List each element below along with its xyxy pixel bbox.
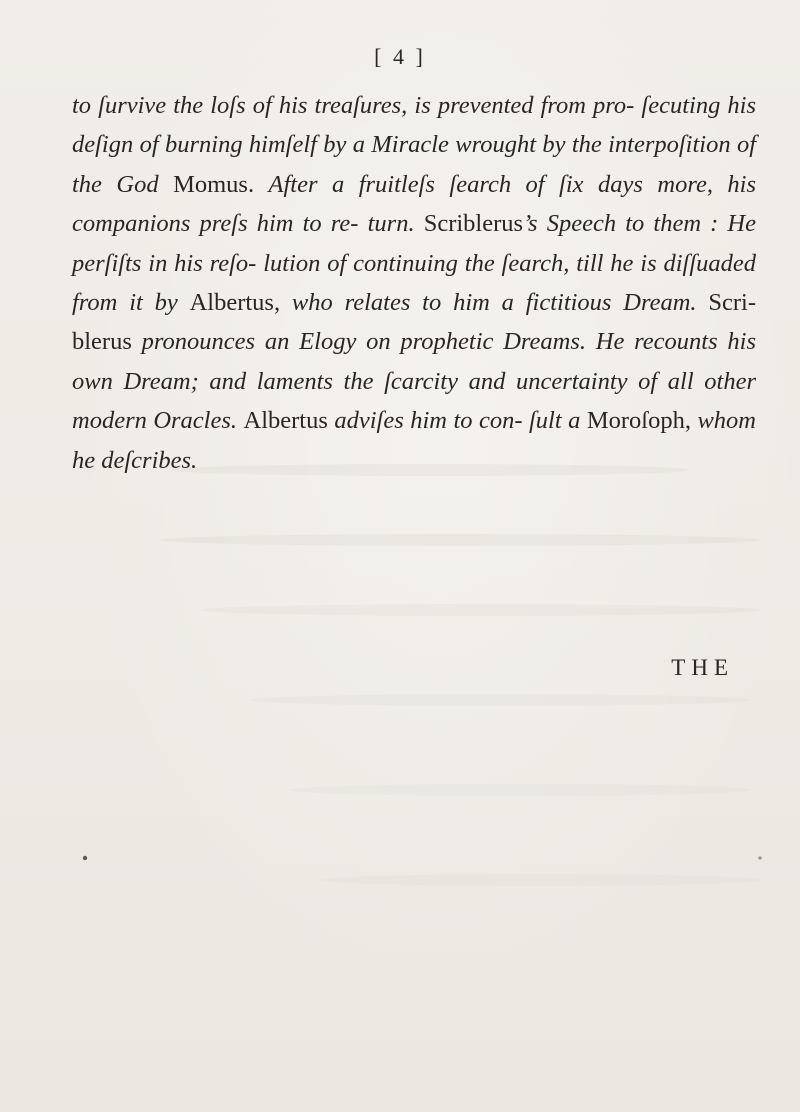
summary-text-segment: ’s Speech to them : He perſiſts in his reſo- lution of continuing the ſearch, till he is diſſuaded from it by	[72, 210, 756, 317]
summary-text-segment: Scriblerus	[423, 210, 524, 238]
summary-text-segment: whom he deſcribes.	[72, 407, 757, 474]
summary-text-segment: pronounces an Elogy on prophetic Dreams. He recounts his own Dream; and laments the ſcarcity and uncertainty of all other modern Oracles.	[72, 328, 756, 435]
summary-text-segment: Albertus	[243, 407, 335, 435]
summary-text-segment: who relates to him a fictitious Dream.	[291, 289, 709, 317]
summary-text-segment: Scri- blerus	[72, 289, 756, 356]
page-number: [ 4 ]	[374, 44, 426, 69]
summary-text-segment: After a fruitleſs ſearch of ſix days more, his companions preſs him to re- turn.	[72, 170, 756, 238]
chapter-summary	[72, 86, 756, 480]
catchword: THE	[671, 655, 734, 680]
summary-text-segment: Moroſoph,	[586, 407, 698, 435]
summary-text-segment: to ſurvive the loſs of his treaſures, is prevented from pro- ſecuting his deſign of burning himſelf by a Miracle wrought by the interpoſition of the God	[72, 92, 756, 198]
summary-text-segment: Momus.	[173, 170, 269, 198]
summary-text-segment: Albertus,	[189, 289, 292, 317]
summary-text-segment: adviſes him to con- ſult a	[334, 407, 587, 435]
